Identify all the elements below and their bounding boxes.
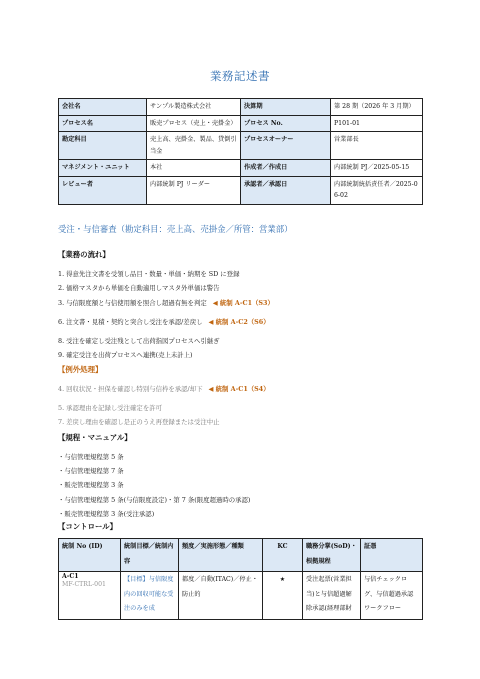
info-label: 作成者／作成日 [241,160,331,177]
control-marker: ◀ 統制 A-C2（S6） [208,318,270,326]
flow-step-text: 6. 注文書・見積・契約と突合し受注を承認/差戻し [58,318,203,326]
flow-step-text: 3. 与信限度額と与信使用額を照合し超過有無を判定 [58,299,207,307]
exceptions-heading: 【例外処理】 [58,365,103,374]
section-title: 受注・与信審査（勘定科目：売上高、売掛金／所管：営業部） [58,224,293,234]
header-cell: 統制目標／統制内容 [121,539,179,572]
info-label: マネジメント・ユニット [59,160,147,177]
flow-step-text: 2. 価格マスタから単価を自動適用しマスタ外単価は警告 [58,284,220,292]
rule-item: ・与信管理規程第 7 条 [58,467,124,475]
info-label: 勘定科目 [59,132,147,160]
flow-step [58,283,220,292]
control-marker: ◀ 統制 A-C1（S3） [212,299,274,307]
process-info-table [58,98,423,205]
info-label: 承認者／承認日 [241,176,331,204]
control-objective: 【目標】与信限度内の回収可能な受注のみを成 [121,572,179,620]
header-cell: 頻度／実施形態／種類 [179,539,263,572]
exception-step-text: 5. 承認理由を記録し受注確定を許可 [58,404,162,412]
flow-step [58,269,239,278]
info-value: 営業部長 [331,132,423,160]
control-frequency: 都度／自動(ITAC)／停止・防止的 [179,572,263,620]
flow-step [58,350,193,359]
info-row [59,176,423,204]
header-cell: 職務分掌(SoD)・根拠規程 [303,539,361,572]
controls-table [58,538,423,620]
control-sod: 受注起票(営業担当)と与信超過解除承認(経理部財 [303,572,361,620]
info-value: 販売プロセス（売上・売掛金） [147,115,241,132]
flow-heading: 【業務の流れ】 [58,250,110,259]
document-title: 業務記述書 [210,69,270,83]
exception-step [58,384,270,393]
exception-step [58,417,220,426]
controls-heading: 【コントロール】 [58,522,117,531]
info-value: 内部統制 PJ リーダー [147,176,241,204]
info-value: サンプル製造株式会社 [147,99,241,116]
control-sub-id: MF-CTRL-001 [62,581,106,588]
info-value: 内部統制統括責任者／2025-06-02 [331,176,423,204]
key-control-star-icon: ★ [263,572,303,620]
header-cell: 証憑 [361,539,423,572]
info-label: レビュー者 [59,176,147,204]
exception-step-text: 7. 差戻し理由を確認し是正のうえ再登録または受注中止 [58,418,220,426]
info-row [59,132,423,160]
flow-step-text: 1. 得意先注文書を受領し品目・数量・単価・納期を SD に登録 [58,270,240,278]
info-value: 内部統制 PJ／2025-05-15 [331,160,423,177]
info-label: プロセス名 [59,115,147,132]
control-id: A-C1 [62,573,79,580]
info-value: 売上高、売掛金、製品、貸倒引当金 [147,132,241,160]
flow-step [58,317,270,326]
info-row [59,115,423,132]
info-value: 本社 [147,160,241,177]
control-row [59,572,423,620]
flow-step-text: 9. 確定受注を出荷プロセスへ連携(売上未計上) [58,351,193,359]
info-label: 決算期 [241,99,331,116]
info-label: 会社名 [59,99,147,116]
flow-step [58,298,274,307]
control-evidence: 与信チェックログ、与信超過承認ワークフロー [361,572,423,620]
info-row [59,160,423,177]
rules-heading: 【規程・マニュアル】 [58,433,132,442]
flow-step [58,336,220,345]
exception-step-text: 4. 回収状況・担保を確認し特別与信枠を承認/却下 [58,385,203,393]
info-label: プロセスオーナー [241,132,331,160]
controls-header-row [59,539,423,572]
info-row [59,99,423,116]
header-cell: 統制 No (ID) [59,539,121,572]
info-value: P101-01 [331,115,423,132]
control-marker: ◀ 統制 A-C1（S4） [208,385,270,393]
flow-step-text: 8. 受注を確定し受注残として出荷指図プロセスへ引継ぎ [58,337,220,345]
rule-item: ・与信管理規程第 5 条 [58,453,124,461]
info-value: 第 28 期（2026 年 3 月期） [331,99,423,116]
exception-step [58,403,162,412]
info-label: プロセス No. [241,115,331,132]
rule-item: ・販売管理規程第 3 条 [58,481,124,489]
rule-item: ・与信管理規程第 5 条(与信限度設定)・第 7 条(限度超過時の承認) [58,496,251,504]
control-id-cell [59,572,121,620]
header-cell: KC [263,539,303,572]
rule-item: ・販売管理規程第 3 条(受注承認) [58,510,155,518]
